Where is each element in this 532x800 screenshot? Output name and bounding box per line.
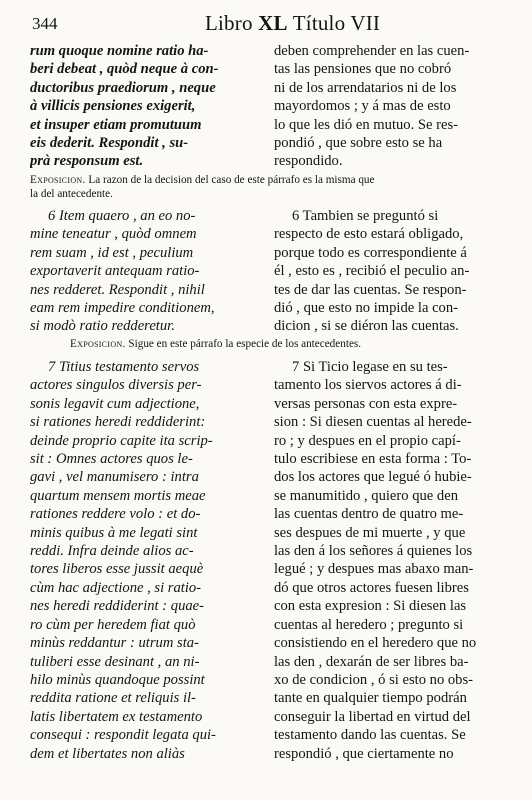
spanish-line: deben comprehender en las cuen- xyxy=(274,43,470,59)
spanish-line: respecto de esto estará obligado, xyxy=(274,226,464,243)
spanish-line: se manumitido , quiero que den xyxy=(274,487,459,504)
spanish-line: xo de condicion , ó si esto no obs- xyxy=(274,671,474,688)
spanish-line: legué ; y despues mas abaxo man- xyxy=(274,561,474,578)
spanish-line: cuentas al heredero ; pregunto si xyxy=(274,616,464,633)
spanish-line: 6 Tambien se preguntó si xyxy=(292,208,439,224)
latin-line: gavi , vel manumisero : intra xyxy=(30,469,199,486)
exposition-text: la del antecedente. xyxy=(30,188,113,200)
passage-block-1 xyxy=(30,42,502,171)
spanish-line: mayordomos ; y á mas de esto xyxy=(274,98,451,115)
exposition-text: Sigue en este párrafo la especie de los antecedentes. xyxy=(128,338,362,350)
latin-line: rationes reddere volo : et do- xyxy=(30,506,201,523)
spanish-line: ro ; y despues en el propio capí- xyxy=(274,432,461,449)
page-header xyxy=(30,11,502,40)
latin-line: eis dederit. Respondit , su- xyxy=(30,135,189,152)
passage-block-3 xyxy=(30,358,502,763)
spanish-line: dos los actores que legué ó hubie- xyxy=(274,469,472,486)
spanish-line: dió , que esto no impide la con- xyxy=(274,300,459,317)
exposition-label: Exposicion. xyxy=(70,338,126,350)
latin-line: 7 Titius testamento servos xyxy=(48,359,200,375)
latin-line: latis libertatem ex testamento xyxy=(30,708,203,725)
latin-line: tores liberos esse jussit aequè xyxy=(30,561,204,578)
spanish-line: tamento los siervos actores á di- xyxy=(274,377,462,394)
spanish-line: pondió , que sobre esto se ha xyxy=(274,135,443,152)
running-head-prefix: Libro xyxy=(205,11,259,35)
spanish-line: tulo escribiese en esta forma : To- xyxy=(274,451,472,468)
spanish-line: versas personas con esta expre- xyxy=(274,395,458,412)
spanish-line: porque todo es correspondiente á xyxy=(274,244,467,261)
spanish-line: sion : Si diesen cuentas al herede- xyxy=(274,414,472,431)
latin-line: si rationes heredi reddiderint: xyxy=(30,414,206,431)
spanish-column xyxy=(274,42,502,171)
latin-line: beri debeat , quòd neque à con- xyxy=(30,61,219,78)
latin-line: quartum mensem mortis meae xyxy=(30,487,206,504)
latin-line: et insuper etiam promutuum xyxy=(30,116,202,133)
latin-line: ductoribus praediorum , neque xyxy=(30,79,216,96)
page-number: 344 xyxy=(32,14,58,33)
latin-line: reddita ratione et reliquis il- xyxy=(30,690,196,707)
latin-column xyxy=(30,358,258,763)
spanish-line: respondido. xyxy=(274,153,343,170)
spanish-line: consistiendo en el heredero que no xyxy=(274,635,477,652)
latin-line: reddi. Infra deinde alios ac- xyxy=(30,543,194,560)
spanish-line: las cuentas dentro de quatro me- xyxy=(274,506,464,523)
latin-line: hilo minùs quandoque possint xyxy=(30,671,205,688)
latin-line: deinde proprio capite ita scrip- xyxy=(30,432,213,449)
spanish-line: testamento dando las cuentas. Se xyxy=(274,727,466,744)
latin-line: tuliberi esse desinant , an ni- xyxy=(30,653,200,670)
running-head-book-number: XL xyxy=(258,11,288,35)
spanish-line: tante en qualquier tiempo podrán xyxy=(274,690,467,707)
latin-column xyxy=(30,42,258,171)
latin-column xyxy=(30,207,258,336)
latin-line: nes heredi reddiderint : quae- xyxy=(30,598,204,615)
spanish-line: dicion , si se diéron las cuentas. xyxy=(274,318,459,335)
latin-line: cùm hac adjectione , si ratio- xyxy=(30,579,202,596)
exposition-text: La razon de la decision del caso de este párrafo es la misma que xyxy=(88,174,375,186)
latin-line: eam rem impedire conditionem, xyxy=(30,300,215,317)
exposition-note-2 xyxy=(30,337,502,351)
spanish-line: las den á los señores á quienes los xyxy=(274,543,473,560)
spanish-line: lo que les dió en mutuo. Se res- xyxy=(274,116,459,133)
latin-line: ro cùm per heredem fiat quò xyxy=(30,616,196,633)
latin-line: 6 Item quaero , an eo no- xyxy=(48,208,196,224)
spanish-line: ses despues de mi muerte , y que xyxy=(274,524,466,541)
latin-line: sonis legavit cum adjectione, xyxy=(30,395,200,412)
exposition-note-1 xyxy=(30,173,502,201)
latin-line: exportaverit antequam ratio- xyxy=(30,263,200,280)
spanish-line: dó que otros actores fuesen libres xyxy=(274,579,469,596)
latin-line: prà responsum est. xyxy=(30,153,144,170)
spanish-line: 7 Si Ticio legase en su tes- xyxy=(292,359,448,375)
latin-line: à villicis pensiones exigerit, xyxy=(30,98,196,115)
passage-block-2 xyxy=(30,207,502,336)
spanish-line: con esta expresion : Si diesen las xyxy=(274,598,467,615)
spanish-line: conseguir la libertad en virtud del xyxy=(274,708,471,725)
spanish-line: ni de los arrendatarios ni de los xyxy=(274,79,457,96)
running-head-suffix: Título VII xyxy=(287,11,381,35)
spanish-column xyxy=(274,207,502,336)
latin-line: dem et libertates non aliàs xyxy=(30,745,185,762)
latin-line: minùs reddantur : utrum sta- xyxy=(30,635,199,652)
latin-line: actores singulos diversis per- xyxy=(30,377,202,394)
latin-line: minis quibus à me legati sint xyxy=(30,524,198,541)
latin-line: mine teneatur , quòd omnem xyxy=(30,226,197,243)
latin-line: sit : Omnes actores quos le- xyxy=(30,451,193,468)
spanish-line: tes de dar las cuentas. Se respon- xyxy=(274,281,467,298)
running-head xyxy=(205,11,380,36)
latin-line: rum quoque nomine ratio ha- xyxy=(30,43,209,59)
exposition-label: Exposicion. xyxy=(30,174,86,186)
latin-line: nes redderet. Respondit , nihil xyxy=(30,281,205,298)
spanish-line: las den , dexarán de ser libres ba- xyxy=(274,653,469,670)
latin-line: consequi : respondit legata qui- xyxy=(30,727,216,744)
spanish-line: respondió , que ciertamente no xyxy=(274,745,454,762)
spanish-column xyxy=(274,358,502,763)
spanish-line: él , esto es , recibió el peculio an- xyxy=(274,263,470,280)
spanish-line: tas las pensiones que no cobró xyxy=(274,61,452,78)
latin-line: rem suam , id est , peculium xyxy=(30,244,194,261)
latin-line: si modò ratio redderetur. xyxy=(30,318,175,335)
